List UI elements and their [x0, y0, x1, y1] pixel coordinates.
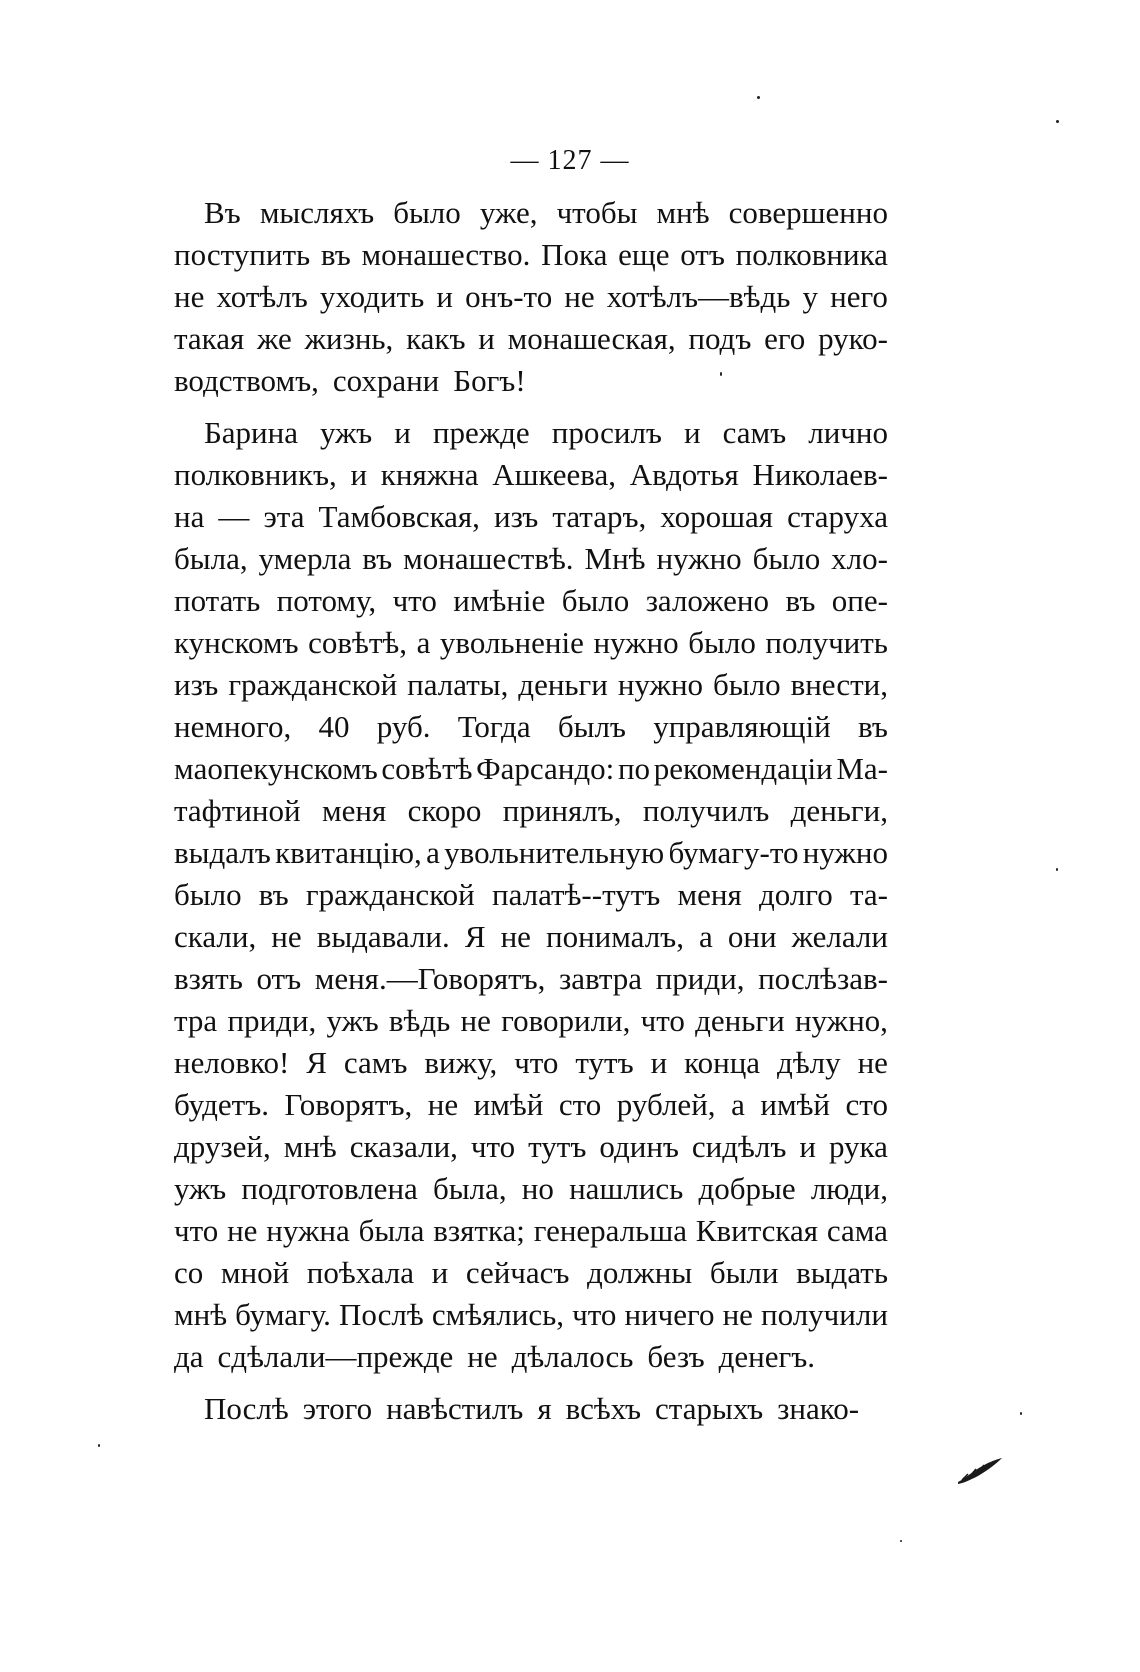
text-line: было въ гражданской палатѣ--тутъ меня долго та-	[174, 877, 888, 912]
text-line: полковникъ, и княжна Ашкеева, Авдотья Николаев-	[174, 457, 888, 492]
text-line: ужъ подготовлена была, но нашлись добрые люди,	[174, 1171, 888, 1206]
paper-speck	[757, 96, 760, 99]
paper-speck	[1056, 868, 1058, 871]
text-line: была, умерла въ монашествѣ. Мнѣ нужно было хло-	[174, 541, 888, 576]
text-line: скали, не выдавали. Я не понималъ, а они желали	[174, 919, 888, 954]
text-line: со мной поѣхала и сейчасъ должны были выдать	[174, 1255, 888, 1290]
text-line: неловко! Я самъ вижу, что тутъ и конца дѣлу не	[174, 1045, 888, 1080]
text-line: да сдѣлали—прежде не дѣлалось безъ денегъ.	[174, 1339, 816, 1374]
paper-speck	[720, 372, 722, 376]
paragraph-gap	[174, 402, 888, 412]
text-line: выдалъ квитанцію, а увольнительную бумагу-то нужно	[174, 835, 888, 870]
text-line: будетъ. Говорятъ, не имѣй сто рублей, а имѣй сто	[174, 1087, 888, 1122]
paper-speck	[900, 1540, 902, 1542]
text-line: изъ гражданской палаты, деньги нужно было внести,	[174, 667, 888, 702]
text-line: взять отъ меня.—Говорятъ, завтра приди, послѣзав-	[174, 961, 888, 996]
text-line: не хотѣлъ уходить и онъ-то не хотѣлъ—вѣдь у него	[174, 279, 888, 314]
text-line: мaопекунскомъ совѣтѣ Фарсандо: по рекомендаціи Ма-	[174, 751, 888, 786]
text-line: Барина ужъ и прежде просилъ и самъ лично	[204, 415, 888, 450]
body-text	[174, 192, 888, 1430]
text-line: немного, 40 руб. Тогда былъ управляющій въ	[174, 709, 888, 744]
text-line: кунскомъ совѣтѣ, а увольненіе нужно было получить	[174, 625, 888, 660]
ink-blot-mark	[956, 1456, 1004, 1486]
text-line: мнѣ бумагу. Послѣ смѣялись, что ничего не получили	[174, 1297, 888, 1332]
text-line: такая же жизнь, какъ и монашеская, подъ его руко-	[174, 321, 888, 356]
page-number: — 127 —	[510, 145, 630, 176]
text-line: на — эта Тамбовская, изъ татаръ, хорошая старуха	[174, 499, 888, 534]
text-line: потать потому, что имѣніе было заложено въ опе-	[174, 583, 888, 618]
text-line: что не нужна была взятка; генеральша Квитская сама	[174, 1213, 888, 1248]
paper-speck	[1056, 120, 1059, 123]
text-line: поступить въ монашество. Пока еще отъ полковника	[174, 237, 888, 272]
paper-speck	[1020, 1412, 1022, 1415]
text-line: друзей, мнѣ сказали, что тутъ одинъ сидѣлъ и рука	[174, 1129, 888, 1164]
text-line: Въ мысляхъ было уже, чтобы мнѣ совершенно	[204, 195, 888, 230]
paper-speck	[98, 1444, 100, 1447]
text-line: тра приди, ужъ вѣдь не говорили, что деньги нужно,	[174, 1003, 888, 1038]
text-line: водствомъ, сохрани Богъ!	[174, 363, 526, 398]
text-line: Послѣ этого навѣстилъ я всѣхъ старыхъ знако-	[204, 1391, 860, 1426]
paragraph-gap	[174, 1378, 888, 1388]
text-line: тафтиной меня скоро принялъ, получилъ деньги,	[174, 793, 888, 828]
